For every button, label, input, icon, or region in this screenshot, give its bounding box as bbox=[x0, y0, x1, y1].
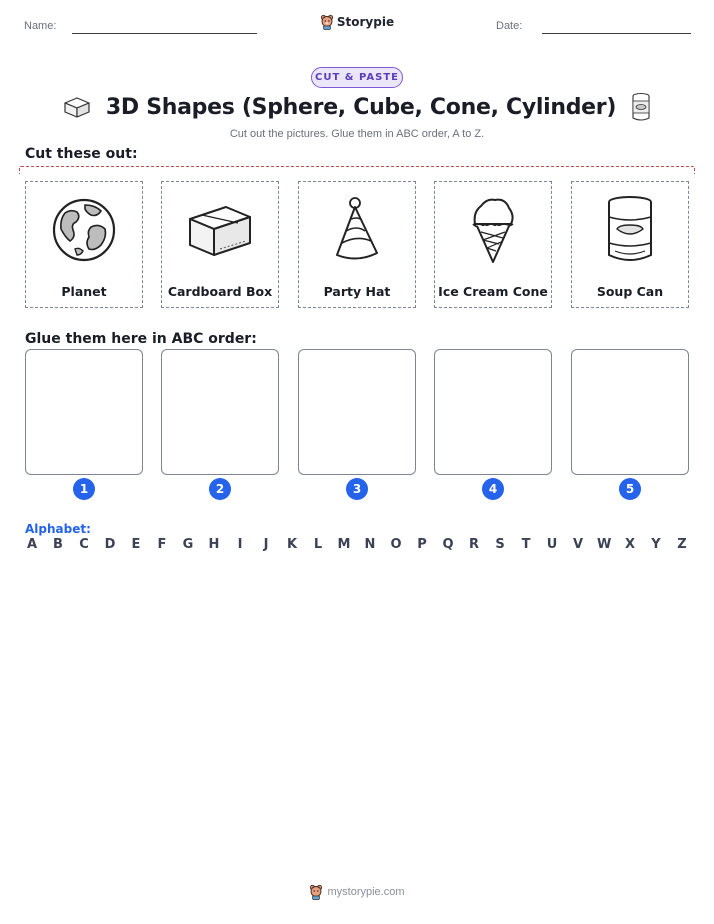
footer bbox=[0, 884, 714, 900]
page-title: 3D Shapes (Sphere, Cube, Cone, Cylinder) bbox=[105, 94, 617, 120]
activity-badge: CUT & PASTE bbox=[311, 67, 403, 88]
glue-box-2[interactable] bbox=[161, 349, 279, 475]
letter: X bbox=[624, 537, 636, 552]
bear-mascot-icon bbox=[309, 884, 323, 900]
glue-box-5[interactable] bbox=[571, 349, 689, 475]
number-badge-1: 1 bbox=[73, 478, 95, 500]
globe-icon bbox=[51, 197, 117, 263]
number-badge-5: 5 bbox=[619, 478, 641, 500]
soup-can-icon bbox=[605, 195, 655, 265]
card-label: Party Hat bbox=[323, 284, 391, 299]
cube-icon bbox=[62, 94, 92, 120]
date-label: Date: bbox=[496, 20, 523, 32]
card-label: Ice Cream Cone bbox=[438, 284, 548, 299]
letter: K bbox=[286, 537, 298, 552]
letter: S bbox=[495, 537, 505, 552]
cut-card-soup-can[interactable] bbox=[571, 181, 689, 308]
letter: L bbox=[313, 537, 323, 552]
cut-section-heading: Cut these out: bbox=[25, 146, 138, 162]
letter: J bbox=[263, 537, 269, 552]
letter: Y bbox=[651, 537, 661, 552]
cut-card-cardboard-box[interactable] bbox=[161, 181, 279, 308]
letter: W bbox=[597, 537, 612, 552]
date-line[interactable] bbox=[542, 33, 691, 34]
letter: F bbox=[157, 537, 167, 552]
cut-card-planet[interactable] bbox=[25, 181, 143, 308]
letter: G bbox=[182, 537, 194, 552]
letter: B bbox=[53, 537, 63, 552]
glue-box-4[interactable] bbox=[434, 349, 552, 475]
glue-section-heading: Glue them here in ABC order: bbox=[25, 331, 257, 347]
letter: V bbox=[572, 537, 584, 552]
brand-logo bbox=[0, 14, 714, 30]
soup-can-small-icon bbox=[630, 92, 652, 122]
letter: M bbox=[337, 537, 351, 552]
box-icon bbox=[186, 201, 254, 259]
number-badge-3: 3 bbox=[346, 478, 368, 500]
letter: A bbox=[26, 537, 38, 552]
letter: U bbox=[546, 537, 558, 552]
letter: I bbox=[237, 537, 243, 552]
bear-mascot-icon bbox=[320, 14, 334, 30]
brand-name: Storypie bbox=[336, 15, 395, 29]
glue-box-3[interactable] bbox=[298, 349, 416, 475]
card-label: Cardboard Box bbox=[167, 284, 273, 299]
letter: D bbox=[104, 537, 116, 552]
glue-box-1[interactable] bbox=[25, 349, 143, 475]
letter: T bbox=[521, 537, 531, 552]
letter: O bbox=[390, 537, 402, 552]
letter: E bbox=[131, 537, 141, 552]
letter: C bbox=[79, 537, 89, 552]
cut-card-party-hat[interactable] bbox=[298, 181, 416, 308]
alphabet-title: Alphabet: bbox=[25, 522, 91, 536]
cut-guide-line bbox=[19, 166, 695, 174]
letter: Q bbox=[442, 537, 454, 552]
card-label: Planet bbox=[61, 284, 107, 299]
letter: N bbox=[364, 537, 376, 552]
letter: P bbox=[417, 537, 427, 552]
letter: Z bbox=[677, 537, 687, 552]
instructions: Cut out the pictures. Glue them in ABC order, A to Z. bbox=[229, 128, 485, 140]
number-badge-4: 4 bbox=[482, 478, 504, 500]
alphabet-row bbox=[25, 537, 689, 552]
name-line[interactable] bbox=[72, 33, 257, 34]
ice-cream-icon bbox=[469, 194, 517, 266]
letter: R bbox=[468, 537, 479, 552]
party-hat-icon bbox=[329, 195, 385, 265]
number-badge-2: 2 bbox=[209, 478, 231, 500]
cut-card-ice-cream-cone[interactable] bbox=[434, 181, 552, 308]
title-row bbox=[0, 92, 714, 122]
name-label: Name: bbox=[24, 20, 57, 32]
footer-site[interactable]: mystorypie.com bbox=[327, 886, 405, 898]
card-label: Soup Can bbox=[596, 284, 664, 299]
letter: H bbox=[208, 537, 220, 552]
